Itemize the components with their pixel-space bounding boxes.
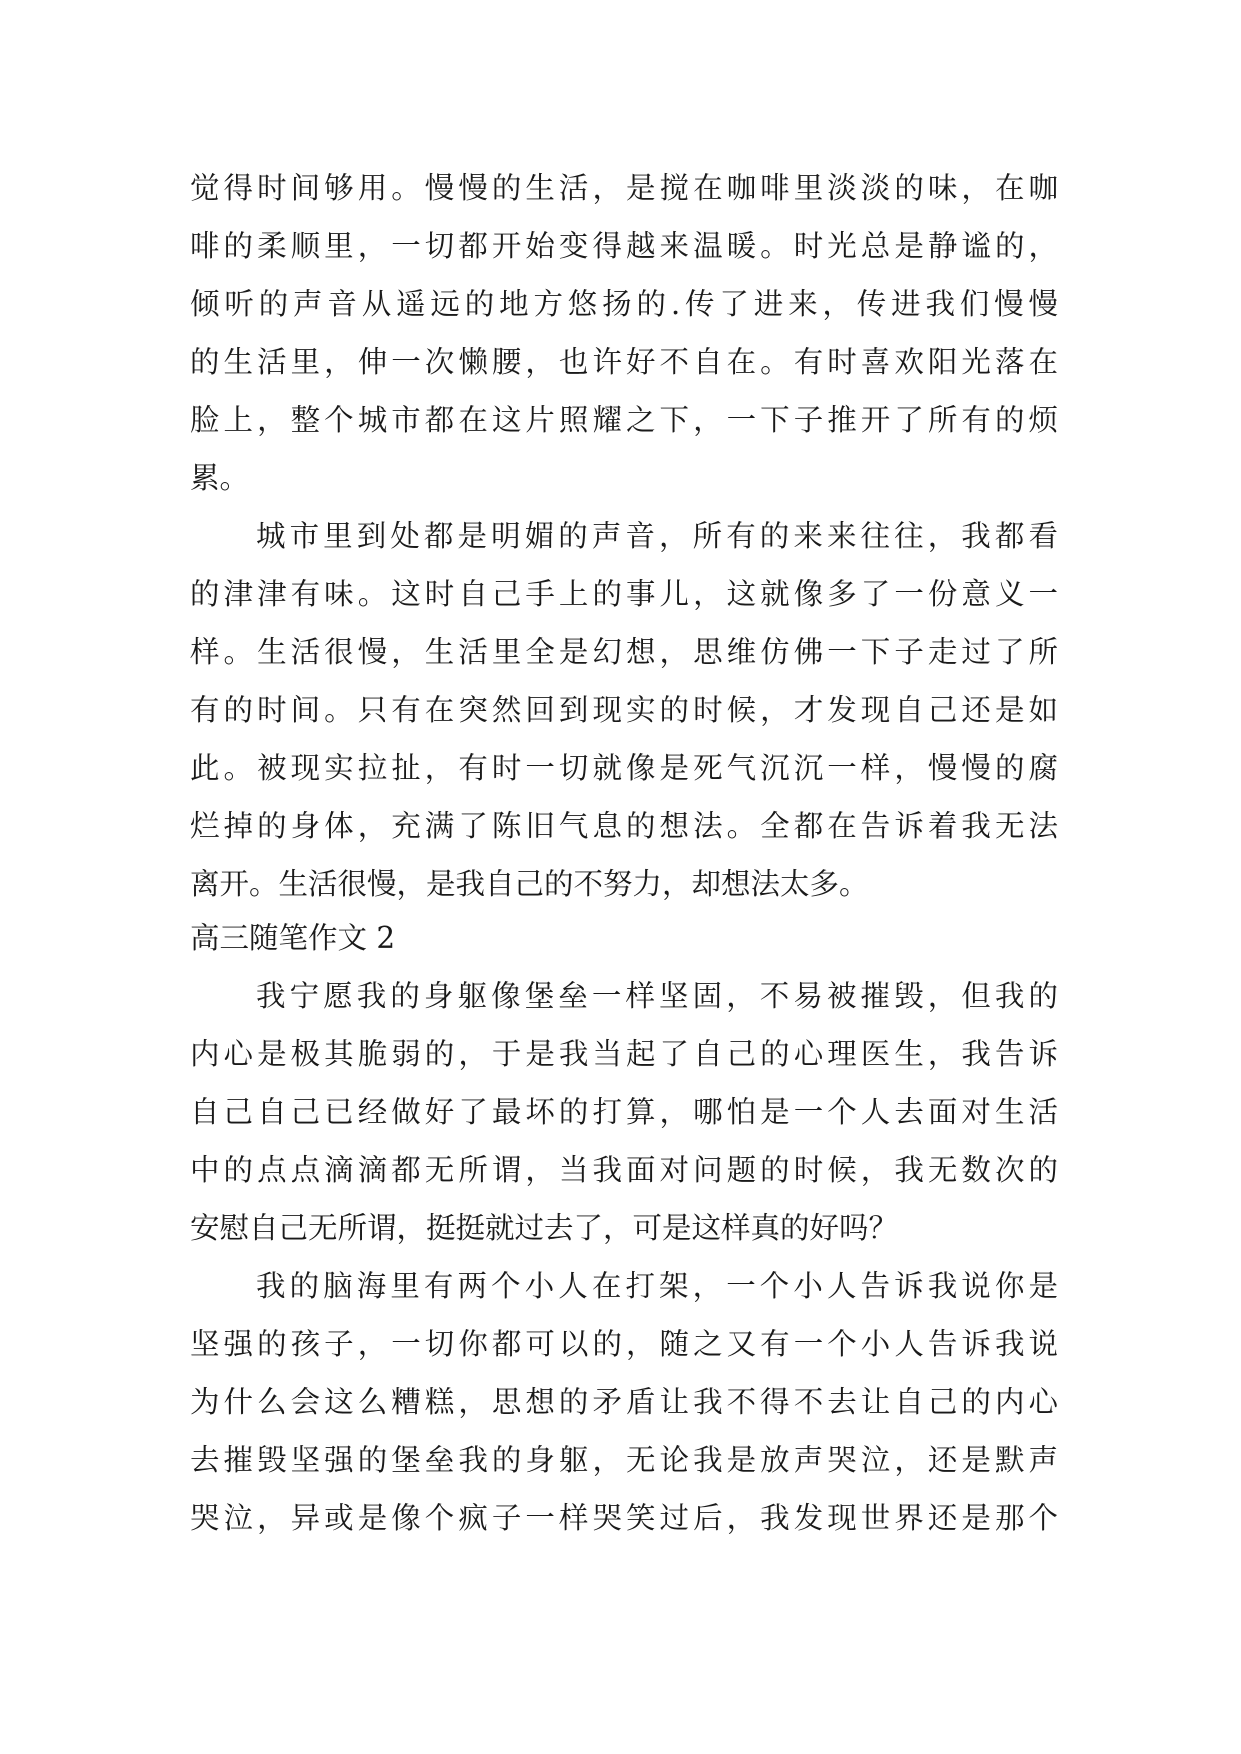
text-line: 去摧毁坚强的堡垒我的身躯，无论我是放声哭泣，还是默声 bbox=[190, 1443, 1058, 1477]
text-line: 累。 bbox=[190, 461, 250, 495]
text-line: 中的点点滴滴都无所谓，当我面对问题的时候，我无数次的 bbox=[190, 1153, 1058, 1187]
text-line: 为什么会这么糟糕，思想的矛盾让我不得不去让自己的内心 bbox=[190, 1385, 1058, 1419]
text-line: 脸上，整个城市都在这片照耀之下，一下子推开了所有的烦 bbox=[190, 403, 1058, 437]
paragraph-first-line: 城市里到处都是明媚的声音，所有的来来往往，我都看 bbox=[256, 519, 1058, 553]
paragraph-first-line: 我的脑海里有两个小人在打架，一个小人告诉我说你是 bbox=[256, 1269, 1058, 1303]
text-line: 自己自己已经做好了最坏的打算，哪怕是一个人去面对生活 bbox=[190, 1095, 1058, 1129]
text-line: 坚强的孩子，一切你都可以的，随之又有一个小人告诉我说 bbox=[190, 1327, 1058, 1361]
text-line: 啡的柔顺里，一切都开始变得越来温暖。时光总是静谧的， bbox=[190, 229, 1058, 263]
text-line: 此。被现实拉扯，有时一切就像是死气沉沉一样，慢慢的腐 bbox=[190, 751, 1058, 785]
text-line: 安慰自己无所谓，挺挺就过去了，可是这样真的好吗？ bbox=[190, 1211, 899, 1245]
text-line: 的生活里，伸一次懒腰，也许好不自在。有时喜欢阳光落在 bbox=[190, 345, 1058, 379]
text-line: 的津津有味。这时自己手上的事儿，这就像多了一份意义一 bbox=[190, 577, 1058, 611]
text-line: 有的时间。只有在突然回到现实的时候，才发现自己还是如 bbox=[190, 693, 1058, 727]
text-line: 觉得时间够用。慢慢的生活，是搅在咖啡里淡淡的味，在咖 bbox=[190, 171, 1058, 205]
text-line: 烂掉的身体，充满了陈旧气息的想法。全都在告诉着我无法 bbox=[190, 809, 1058, 843]
text-line: 倾听的声音从遥远的地方悠扬的.传了进来，传进我们慢慢 bbox=[190, 287, 1058, 321]
section-heading: 高三随笔作文 2 bbox=[190, 921, 396, 955]
text-line: 离开。生活很慢，是我自己的不努力，却想法太多。 bbox=[190, 867, 869, 901]
text-line: 内心是极其脆弱的，于是我当起了自己的心理医生，我告诉 bbox=[190, 1037, 1058, 1071]
paragraph-first-line: 我宁愿我的身躯像堡垒一样坚固，不易被摧毁，但我的 bbox=[256, 979, 1058, 1013]
text-line: 哭泣，异或是像个疯子一样哭笑过后，我发现世界还是那个 bbox=[190, 1501, 1058, 1535]
text-line: 样。生活很慢，生活里全是幻想，思维仿佛一下子走过了所 bbox=[190, 635, 1058, 669]
